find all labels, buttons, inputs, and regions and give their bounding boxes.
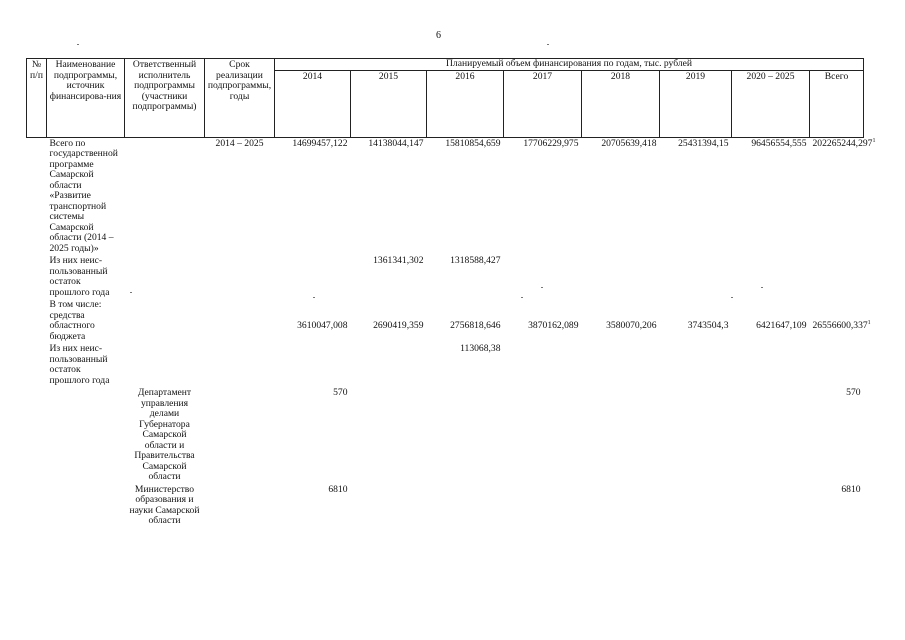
- cell-value: [504, 343, 582, 387]
- cell-value-total: [810, 255, 864, 299]
- cell-executor: [125, 137, 205, 255]
- cell-value: 96456554,555: [751, 137, 807, 149]
- scan-speck: [761, 287, 763, 288]
- cell-value: 1318588,427: [450, 255, 501, 266]
- cell-num: [27, 299, 47, 343]
- scan-speck: [541, 287, 543, 288]
- header-year: 2015: [351, 70, 427, 137]
- cell-value: 6421647,109: [756, 320, 807, 331]
- scan-speck: [130, 292, 132, 293]
- cell-value-total: [810, 343, 864, 387]
- scan-speck: [77, 44, 79, 45]
- cell-value: [732, 255, 810, 299]
- cell-value: [732, 387, 810, 484]
- cell-value: [660, 255, 732, 299]
- cell-name: [47, 484, 125, 528]
- header-name: Наименование подпрограммы, источник финансирова-ния: [47, 59, 125, 138]
- cell-value: [504, 484, 582, 528]
- header-year: 2014: [275, 70, 351, 137]
- cell-value-total: 570: [846, 387, 861, 398]
- total-value: 202265244,297: [812, 137, 873, 149]
- cell-value: [351, 343, 427, 387]
- cell-value: [660, 484, 732, 528]
- cell-value: 20705639,418: [601, 137, 657, 149]
- cell-value: 3870162,089: [528, 320, 579, 331]
- cell-name: [47, 387, 125, 484]
- cell-value: 3610047,008: [297, 320, 348, 331]
- cell-value-total: [810, 299, 871, 343]
- total-value: 26556600,337: [812, 320, 868, 331]
- cell-value: 570: [333, 387, 348, 398]
- table-row-unused-balance: [27, 255, 864, 299]
- cell-executor: [125, 255, 205, 299]
- cell-value: [732, 343, 810, 387]
- cell-value: 14699457,122: [292, 137, 348, 149]
- header-year: 2020 – 2025: [732, 70, 810, 137]
- cell-value: 2690419,359: [373, 320, 424, 331]
- cell-num: [27, 255, 47, 299]
- cell-term: 2014 – 2025: [215, 137, 264, 149]
- cell-value: [427, 484, 504, 528]
- header-year-total: Всего: [810, 70, 864, 137]
- cell-value: [351, 387, 427, 484]
- cell-num: [27, 484, 47, 528]
- table-row-executor-department: [27, 387, 864, 484]
- table-row-regional-budget: [27, 299, 864, 343]
- table-row-unused-balance-regional: [27, 343, 864, 387]
- cell-value: [660, 387, 732, 484]
- cell-value-total: 6810: [841, 483, 861, 495]
- cell-term: [205, 343, 275, 387]
- cell-executor: Департамент управления делами Губернатора Самарской области и Правительства Самарской области: [134, 387, 195, 482]
- footnote-marker: 1: [872, 137, 876, 144]
- cell-term: [205, 484, 275, 528]
- table-row-total: [27, 137, 864, 255]
- cell-value: 1361341,302: [373, 255, 424, 266]
- cell-value: [582, 387, 660, 484]
- header-funding-group: Планируемый объем финансирования по годам, тыс. рублей: [275, 59, 864, 71]
- table-row-executor-ministry: [27, 484, 864, 528]
- cell-name: В том числе: средства областного бюджета: [49, 299, 102, 342]
- cell-value: 3580070,206: [606, 320, 657, 331]
- header-year: 2016: [427, 70, 504, 137]
- cell-num: [27, 137, 47, 255]
- cell-value: 14138044,147: [368, 137, 424, 149]
- cell-value: [504, 387, 582, 484]
- header-year: 2018: [582, 70, 660, 137]
- cell-value: [275, 255, 351, 299]
- scan-speck: [313, 297, 315, 298]
- scan-speck: [521, 297, 523, 298]
- header-term: Срок реализации подпрограммы, годы: [205, 59, 275, 138]
- footnote-marker: 1: [867, 319, 871, 326]
- cell-value: [427, 387, 504, 484]
- cell-value: [582, 484, 660, 528]
- cell-num: [27, 343, 47, 387]
- cell-name: Из них неис-пользованный остаток прошлого года: [49, 343, 110, 386]
- cell-value: [732, 484, 810, 528]
- cell-value-total: [810, 137, 876, 255]
- cell-executor: [125, 299, 205, 343]
- scan-speck: [731, 297, 733, 298]
- cell-value: 3743504,3: [687, 320, 729, 331]
- cell-value: 25431394,15: [678, 137, 729, 149]
- cell-value: 113068,38: [460, 343, 501, 354]
- header-year: 2019: [660, 70, 732, 137]
- cell-value: [504, 255, 582, 299]
- cell-name: Из них неис-пользованный остаток прошлого года: [49, 255, 110, 298]
- cell-executor: [125, 343, 205, 387]
- cell-term: [205, 299, 275, 343]
- header-num: № п/п: [27, 59, 47, 138]
- cell-value: 2756818,646: [450, 320, 501, 331]
- funding-table: [26, 58, 876, 528]
- cell-value: [660, 343, 732, 387]
- cell-value: 15810854,659: [445, 137, 501, 149]
- page-number: 6: [436, 30, 441, 41]
- cell-value: [582, 343, 660, 387]
- cell-value: [275, 343, 351, 387]
- cell-num: [27, 387, 47, 484]
- header-year: 2017: [504, 70, 582, 137]
- cell-value: [351, 484, 427, 528]
- cell-value: [582, 255, 660, 299]
- header-executor: Ответственный исполнитель подпрограммы (участники подпрограммы): [125, 59, 205, 138]
- cell-term: [205, 387, 275, 484]
- cell-term: [205, 255, 275, 299]
- scan-speck: [547, 44, 549, 45]
- cell-name: Всего по государственной программе Самарской области «Развитие транспортной системы Самарской области (2014 – 2025 годы)»: [49, 137, 118, 254]
- cell-value: 6810: [328, 483, 348, 495]
- cell-executor: Министерство образования и науки Самарской области: [129, 483, 200, 526]
- cell-value: 17706229,975: [523, 137, 579, 149]
